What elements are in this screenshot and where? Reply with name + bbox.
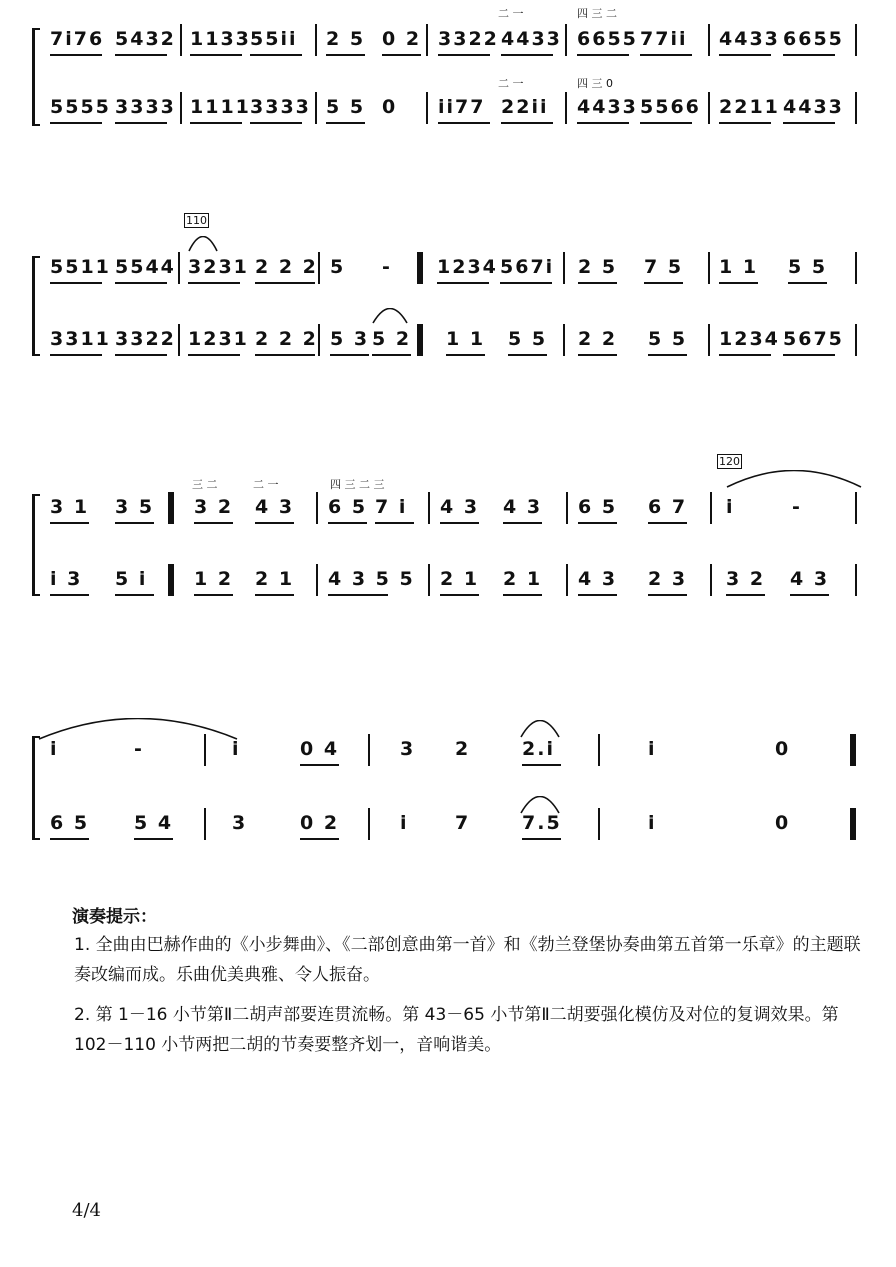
top-part-group: 5432 <box>115 28 176 50</box>
top-part-group: i <box>726 496 735 518</box>
bottom-part-group: 1231 <box>188 328 249 350</box>
top-part-group: - <box>792 496 802 518</box>
beam-underline <box>578 282 617 284</box>
top-part-group: 3 2 <box>194 496 234 518</box>
beam-underline <box>50 354 102 356</box>
top-part-group: 7i76 <box>50 28 105 50</box>
beam-underline <box>115 282 167 284</box>
top-part-group: 6655 <box>783 28 844 50</box>
top-part-group: 0 <box>775 738 791 760</box>
beam-underline <box>50 54 102 56</box>
note-item-2: 2. 第 1－16 小节第Ⅱ二胡声部要连贯流畅。第 43－65 小节第Ⅱ二胡要强化模仿及对位的复调效果。第 102－110 小节两把二胡的节奏要整齐划一，音响谐美。 <box>74 1005 839 1055</box>
top-part-group: 0 4 <box>300 738 340 760</box>
rehearsal-number: 110 <box>186 214 207 227</box>
top-part-group: 1234 <box>437 256 498 278</box>
bottom-part-group: 4433 <box>577 96 638 118</box>
bottom-part-group: 1 1 <box>446 328 486 350</box>
rehearsal-number: 120 <box>719 455 740 468</box>
top-part-group: 4433 <box>719 28 780 50</box>
beam-underline <box>115 522 154 524</box>
bottom-part-group: 22ii <box>501 96 549 118</box>
top-part-group: 3322 <box>438 28 499 50</box>
bottom-part-group: 5 i <box>115 568 148 590</box>
barline <box>710 564 712 596</box>
beam-underline <box>783 54 835 56</box>
barline <box>855 324 857 356</box>
beam-underline <box>50 522 89 524</box>
beam-underline <box>326 54 365 56</box>
bottom-part-group: 2 1 <box>255 568 295 590</box>
bottom-part-group: 0 <box>382 96 398 118</box>
top-part-group: i <box>648 738 657 760</box>
top-part-group: 4 3 <box>503 496 543 518</box>
beam-underline <box>640 122 692 124</box>
top-part-group: 3 <box>400 738 416 760</box>
beam-underline <box>726 594 765 596</box>
beam-underline <box>648 354 687 356</box>
barline <box>204 808 206 840</box>
barline <box>855 564 857 596</box>
beam-underline <box>134 838 173 840</box>
barline <box>180 92 182 124</box>
top-part-group: 2 2 2 <box>255 256 318 278</box>
barline <box>566 492 568 524</box>
barline <box>855 92 857 124</box>
top-part-group: 0 2 <box>382 28 422 50</box>
beam-underline <box>501 54 553 56</box>
score-system-4 <box>0 700 896 850</box>
bottom-part-group: 2 2 2 <box>255 328 318 350</box>
bottom-part-group: 2 1 <box>440 568 480 590</box>
top-part-group: 3 5 <box>115 496 155 518</box>
repeat-start-barline <box>417 324 423 356</box>
score-system-1 <box>0 0 896 150</box>
beam-underline <box>783 354 835 356</box>
system-brace <box>32 494 40 596</box>
beam-underline <box>438 122 490 124</box>
system-brace <box>32 28 40 126</box>
beam-underline <box>788 282 827 284</box>
repeat-start-barline <box>417 252 423 284</box>
top-part-group: 7 5 <box>644 256 684 278</box>
slur-arc <box>726 470 862 488</box>
top-part-group: i <box>50 738 59 760</box>
bottom-part-group: 5 4 <box>134 812 174 834</box>
barline <box>598 734 600 766</box>
bottom-part-group: 4 3 <box>578 568 618 590</box>
top-part-group: 2.i <box>522 738 555 760</box>
beam-underline <box>790 594 829 596</box>
top-part-group: 5511 <box>50 256 111 278</box>
bottom-part-group: 5 2 <box>372 328 412 350</box>
beam-underline <box>522 838 561 840</box>
barline <box>428 564 430 596</box>
bottom-part-group: 5555 <box>50 96 111 118</box>
repeat-end-barline <box>168 492 174 524</box>
bottom-part-group: 2 1 <box>503 568 543 590</box>
beam-underline <box>719 122 771 124</box>
beam-underline <box>190 122 242 124</box>
beam-underline <box>500 282 552 284</box>
beam-underline <box>50 122 102 124</box>
bottom-part-group: 2 2 <box>578 328 618 350</box>
slur-arc <box>188 236 218 252</box>
bottom-part-group: 5 5 <box>648 328 688 350</box>
bottom-part-group: i 3 <box>50 568 83 590</box>
bottom-part-group: 2211 <box>719 96 780 118</box>
barline <box>426 92 428 124</box>
top-part-group: 77ii <box>640 28 688 50</box>
system-brace <box>32 256 40 356</box>
beam-underline <box>255 282 315 284</box>
beam-underline <box>503 594 542 596</box>
beam-underline <box>578 354 617 356</box>
beam-underline <box>255 522 294 524</box>
bottom-part-group: 4 3 <box>790 568 830 590</box>
barline <box>855 252 857 284</box>
bottom-part-group: 6 5 <box>50 812 90 834</box>
beam-underline <box>508 354 547 356</box>
beam-underline <box>719 354 771 356</box>
barline <box>178 252 180 284</box>
bottom-part-group: 0 2 <box>300 812 340 834</box>
fingering-mark: 四 三 二 三 <box>330 478 385 491</box>
beam-underline <box>375 522 414 524</box>
beam-underline <box>501 122 553 124</box>
top-part-group: 1 1 <box>719 256 759 278</box>
repeat-end-barline <box>168 564 174 596</box>
bottom-part-group: 5 5 <box>326 96 366 118</box>
beam-underline <box>503 522 542 524</box>
beam-underline <box>115 594 154 596</box>
barline <box>318 252 320 284</box>
bottom-part-group: i <box>400 812 409 834</box>
barline <box>708 92 710 124</box>
note-item-1: 1. 全曲由巴赫作曲的《小步舞曲》、《二部创意曲第一首》和《勃兰登堡协奏曲第五首第一乐章》的主题联奏改编而成。乐曲优美典雅、令人振奋。 <box>74 935 861 985</box>
page-number: 4/4 <box>72 1200 101 1221</box>
bottom-part-group: 3322 <box>115 328 176 350</box>
barline <box>428 492 430 524</box>
top-part-group: 5 5 <box>788 256 828 278</box>
barline <box>855 492 857 524</box>
score-system-2 <box>0 200 896 370</box>
bottom-part-group: i <box>648 812 657 834</box>
beam-underline <box>578 522 617 524</box>
beam-underline <box>50 282 102 284</box>
barline <box>708 252 710 284</box>
top-part-group: 6 7 <box>648 496 688 518</box>
bottom-part-group: 7 <box>455 812 471 834</box>
fingering-mark: 二 一 <box>498 77 524 90</box>
beam-underline <box>330 354 369 356</box>
beam-underline <box>783 122 835 124</box>
barline <box>855 24 857 56</box>
barline <box>708 324 710 356</box>
barline <box>563 252 565 284</box>
top-part-group: 4433 <box>501 28 562 50</box>
top-part-group: 4 3 <box>255 496 295 518</box>
beam-underline <box>644 282 683 284</box>
slur-arc <box>38 718 238 740</box>
top-part-group: 3 1 <box>50 496 90 518</box>
beam-underline <box>255 354 315 356</box>
bottom-part-group: 3311 <box>50 328 111 350</box>
top-part-group: 2 5 <box>326 28 366 50</box>
bottom-part-group: 5 3 <box>330 328 370 350</box>
beam-underline <box>440 594 479 596</box>
barline <box>563 324 565 356</box>
beam-underline <box>50 594 89 596</box>
fingering-mark: 四 三 二 <box>577 7 617 20</box>
beam-underline <box>577 122 629 124</box>
beam-underline <box>300 838 339 840</box>
system-brace <box>32 736 40 840</box>
beam-underline <box>326 122 365 124</box>
barline <box>315 24 317 56</box>
top-part-group: 6655 <box>577 28 638 50</box>
beam-underline <box>719 54 771 56</box>
beam-underline <box>577 54 629 56</box>
bottom-part-group: ii77 <box>438 96 486 118</box>
beam-underline <box>115 54 167 56</box>
fingering-mark: 二 一 <box>498 7 524 20</box>
notes-title: 演奏提示： <box>72 907 157 927</box>
beam-underline <box>300 764 339 766</box>
bottom-part-group: 7.5 <box>522 812 562 834</box>
score-system-3 <box>0 440 896 610</box>
barline <box>368 808 370 840</box>
bottom-part-group: 3333 <box>250 96 311 118</box>
top-part-group: 4 3 <box>440 496 480 518</box>
barline <box>426 24 428 56</box>
top-part-group: 6 5 <box>328 496 368 518</box>
beam-underline <box>438 54 490 56</box>
top-part-group: i <box>232 738 241 760</box>
beam-underline <box>250 122 302 124</box>
beam-underline <box>250 54 302 56</box>
bottom-part-group: 1111 <box>190 96 251 118</box>
barline <box>565 92 567 124</box>
bottom-part-group: 1 2 <box>194 568 234 590</box>
top-part-group: 7 i <box>375 496 408 518</box>
fingering-mark: 四 三 0 <box>577 77 613 90</box>
beam-underline <box>115 122 167 124</box>
beam-underline <box>719 282 758 284</box>
top-part-group: 3231 <box>188 256 249 278</box>
barline <box>315 92 317 124</box>
beam-underline <box>255 594 294 596</box>
top-part-group: - <box>134 738 144 760</box>
beam-underline <box>446 354 485 356</box>
fingering-mark: 二 一 <box>253 478 279 491</box>
top-part-group: 567i <box>500 256 555 278</box>
barline <box>850 808 856 840</box>
top-part-group: 5544 <box>115 256 176 278</box>
slur-arc <box>520 720 560 738</box>
beam-underline <box>437 282 489 284</box>
top-part-group: 2 <box>455 738 471 760</box>
top-part-group: 2 5 <box>578 256 618 278</box>
fingering-mark: 三 二 <box>192 478 218 491</box>
beam-underline <box>578 594 617 596</box>
top-part-group: 6 5 <box>578 496 618 518</box>
bottom-part-group: 5 5 <box>508 328 548 350</box>
beam-underline <box>648 594 687 596</box>
bottom-part-group: 3333 <box>115 96 176 118</box>
barline <box>316 492 318 524</box>
bottom-part-group: 4433 <box>783 96 844 118</box>
barline <box>566 564 568 596</box>
beam-underline <box>640 54 692 56</box>
barline <box>318 324 320 356</box>
top-part-group: 55ii <box>250 28 298 50</box>
bottom-part-group: 4 3 5 5 <box>328 568 415 590</box>
beam-underline <box>440 522 479 524</box>
beam-underline <box>50 838 89 840</box>
bottom-part-group: 5566 <box>640 96 701 118</box>
beam-underline <box>194 594 233 596</box>
barline <box>710 492 712 524</box>
beam-underline <box>190 54 242 56</box>
beam-underline <box>188 354 240 356</box>
bottom-part-group: 2 3 <box>648 568 688 590</box>
bottom-part-group: 1234 <box>719 328 780 350</box>
barline <box>180 24 182 56</box>
beam-underline <box>522 764 561 766</box>
top-part-group: 5 <box>330 256 346 278</box>
top-part-group: - <box>382 256 392 278</box>
bottom-part-group: 3 <box>232 812 248 834</box>
barline <box>565 24 567 56</box>
beam-underline <box>648 522 687 524</box>
barline <box>316 564 318 596</box>
beam-underline <box>382 54 421 56</box>
top-part-group: 1133 <box>190 28 251 50</box>
beam-underline <box>194 522 233 524</box>
slur-arc <box>520 796 560 814</box>
barline <box>598 808 600 840</box>
barline <box>850 734 856 766</box>
beam-underline <box>115 354 167 356</box>
bottom-part-group: 0 <box>775 812 791 834</box>
beam-underline <box>188 282 240 284</box>
beam-underline <box>328 522 367 524</box>
bottom-part-group: 5675 <box>783 328 844 350</box>
slur-arc <box>372 308 408 324</box>
barline <box>708 24 710 56</box>
barline <box>178 324 180 356</box>
beam-underline <box>372 354 411 356</box>
bottom-part-group: 3 2 <box>726 568 766 590</box>
barline <box>368 734 370 766</box>
beam-underline <box>328 594 388 596</box>
